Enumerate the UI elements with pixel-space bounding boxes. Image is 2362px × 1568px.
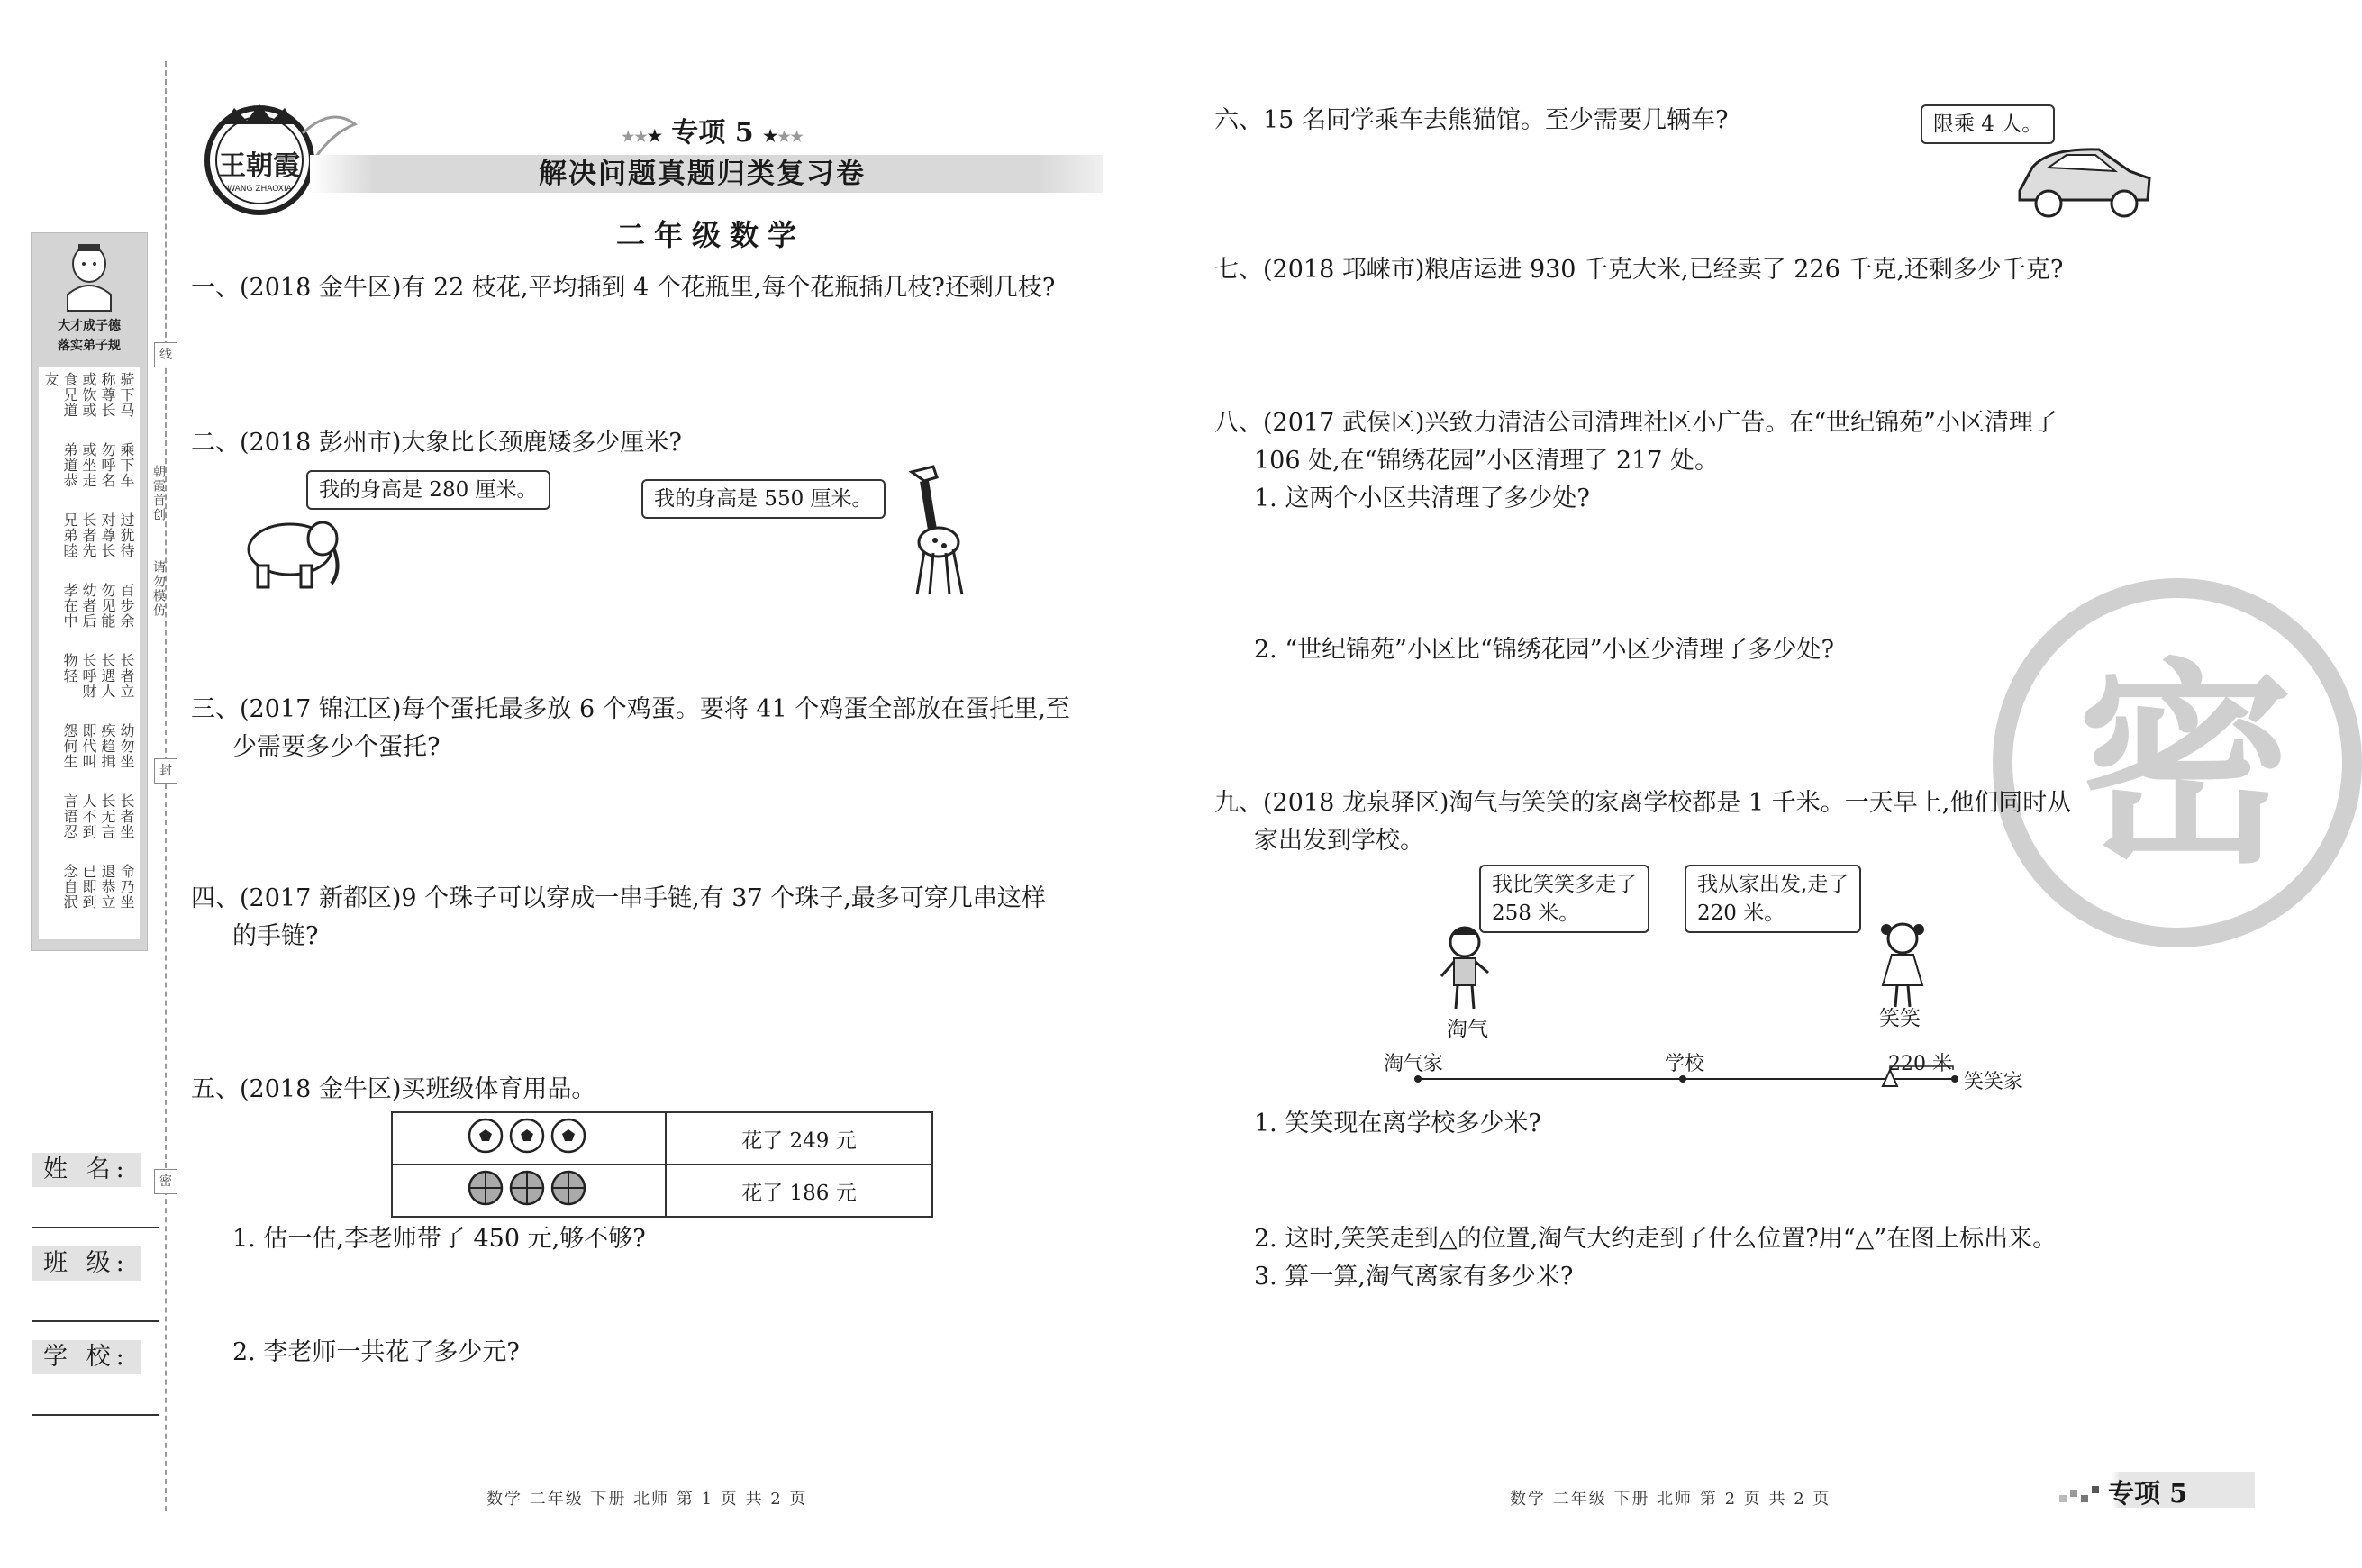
star-icon: ★ xyxy=(763,127,778,146)
side-note-no-copy: 请勿模仿 xyxy=(151,560,166,618)
question-8-line-1: 八、(2017 武侯区)兴致力清洁公司清理社区小广告。在“世纪锦苑”小区清理了 xyxy=(1214,409,2058,437)
corner-dots-icon xyxy=(2059,1482,2103,1504)
motto-block: 长者坐长无言人不到言语忍 xyxy=(61,793,135,839)
question-8-sub-1: 1. 这两个小区共清理了多少处? xyxy=(1254,485,1590,512)
svg-text:王朝霞: 王朝霞 xyxy=(219,150,300,182)
car-speech-bubble: 限乘 4 人。 xyxy=(1921,104,2055,144)
question-5-sub-2: 2. 李老师一共花了多少元? xyxy=(232,1338,520,1366)
question-9-line-1: 九、(2018 龙泉驿区)淘气与笑笑的家离学校都是 1 千米。一天早上,他们同时从 xyxy=(1214,789,2072,817)
giraffe-icon xyxy=(897,463,977,596)
xiaoxiao-home-label: 笑笑家 xyxy=(1964,1071,2024,1093)
question-4-line-1: 四、(2017 新都区)9 个珠子可以穿成一串手链,有 37 个珠子,最多可穿几串这样 xyxy=(191,884,1046,912)
football-icon xyxy=(466,1117,592,1155)
distance-number-line xyxy=(1405,1063,1967,1099)
motto-block: 命乃坐退恭立已即到念自泯 xyxy=(61,864,135,910)
footballs-cell xyxy=(392,1112,666,1165)
question-6: 六、15 名同学乘车去熊猫馆。至少需要几辆车? xyxy=(1214,106,1729,134)
scholar-illustration xyxy=(59,240,120,313)
basketball-cost: 花了 186 元 xyxy=(666,1165,932,1217)
elephant-speech-bubble: 我的身高是 280 厘米。 xyxy=(306,470,550,510)
footer-left: 数学 二年级 下册 北师 第 1 页 共 2 页 xyxy=(486,1490,808,1509)
name-input-line[interactable] xyxy=(32,1227,159,1228)
motto-title-1: 大才成子德 xyxy=(58,319,121,333)
car-icon xyxy=(2012,135,2157,225)
subject-title: 二年级数学 xyxy=(616,218,806,252)
giraffe-speech-bubble: 我的身高是 550 厘米。 xyxy=(641,479,886,519)
school-label: 学校 xyxy=(1665,1053,1705,1075)
name-label: 姓 名: xyxy=(32,1153,141,1187)
school-input-line[interactable] xyxy=(32,1414,159,1416)
question-8-sub-2: 2. “世纪锦苑”小区比“锦绣花园”小区少清理了多少处? xyxy=(1254,636,1835,664)
question-1: 一、(2018 金牛区)有 22 枝花,平均插到 4 个花瓶里,每个花瓶插几枝?还剩几枝? xyxy=(191,274,1056,302)
question-9-sub-2: 2. 这时,笑笑走到△的位置,淘气大约走到了什么位置?用“△”在图上标出来。 xyxy=(1254,1225,2058,1253)
motto-block: 长者立长遇人长呼财物轻 xyxy=(61,653,135,699)
school-label: 学 校: xyxy=(32,1340,141,1374)
corner-tab xyxy=(2056,1472,2255,1508)
motto-block: 乘下车勿呼名或坐走弟道恭 xyxy=(61,442,135,488)
star-icon: ★★ xyxy=(622,128,648,145)
class-input-line[interactable] xyxy=(32,1320,159,1322)
question-3-line-2: 少需要多少个蛋托? xyxy=(232,733,441,761)
girl-xiaoxiao-icon xyxy=(1876,917,1930,1011)
motto-block: 骑下马称尊长或饮或食兄道友 xyxy=(42,372,135,418)
question-2: 二、(2018 彭州市)大象比长颈鹿矮多少厘米? xyxy=(191,429,682,457)
taoqi-home-label: 淘气家 xyxy=(1384,1053,1444,1075)
basketball-icon xyxy=(466,1169,592,1207)
xiaoxiao-home-point xyxy=(1951,1075,1958,1083)
star-icon: ★★ xyxy=(777,128,804,145)
question-8-line-2: 106 处,在“锦绣花园”小区清理了 217 处。 xyxy=(1254,447,1720,475)
corner-series-label: 专项 5 xyxy=(2108,1478,2188,1509)
question-9-sub-1: 1. 笑笑现在离学校多少米? xyxy=(1254,1110,1541,1137)
binding-panel xyxy=(31,232,148,951)
taoqi-speech-bubble: 我比笑笑多走了 258 米。 xyxy=(1479,865,1649,933)
question-9-sub-3: 3. 算一算,淘气离家有多少米? xyxy=(1254,1263,1574,1291)
side-note-original: 朝霞首创 xyxy=(151,465,166,522)
series-label xyxy=(622,110,804,150)
motto-column-area xyxy=(39,367,140,939)
fold-mark-seal: 封 xyxy=(154,758,177,784)
supplies-table xyxy=(391,1111,933,1218)
school-point xyxy=(1679,1075,1686,1083)
fold-mark-secret: 密 xyxy=(154,1169,177,1194)
question-5-sub-1: 1. 估一估,李老师带了 450 元,够不够? xyxy=(232,1225,646,1253)
motto-block: 幼勿坐疾趋揖即代叫怨何生 xyxy=(61,723,135,769)
motto-title-2: 落实弟子规 xyxy=(58,339,121,353)
taoqi-home-point xyxy=(1414,1075,1422,1083)
table-row xyxy=(392,1165,932,1217)
question-9-line-2: 家出发到学校。 xyxy=(1254,827,1424,855)
series-label-text: 专项 5 xyxy=(671,117,754,149)
page-title: 解决问题真题归类复习卷 xyxy=(539,158,866,190)
taoqi-name: 淘气 xyxy=(1447,1018,1488,1041)
motto-block: 百步余勿见能幼者后孝在中 xyxy=(61,583,135,629)
fold-line xyxy=(165,61,167,1511)
distance-label: 220 米 xyxy=(1888,1053,1952,1075)
class-label: 班 级: xyxy=(32,1246,141,1281)
svg-text:WANG ZHAOXIA: WANG ZHAOXIA xyxy=(227,185,292,194)
elephant-icon xyxy=(236,512,342,589)
fold-mark-line: 线 xyxy=(154,342,177,367)
xiaoxiao-name: 笑笑 xyxy=(1879,1007,1921,1030)
question-7: 七、(2018 邛崃市)粮店运进 930 千克大米,已经卖了 226 千克,还剩多少千克? xyxy=(1214,256,2064,284)
question-3-line-1: 三、(2017 锦江区)每个蛋托最多放 6 个鸡蛋。要将 41 个鸡蛋全部放在蛋托里,至 xyxy=(191,695,1070,723)
table-row xyxy=(392,1112,932,1165)
football-cost: 花了 249 元 xyxy=(666,1112,932,1165)
star-icon: ★ xyxy=(647,127,662,146)
motto-block: 过犹待对尊长长者先兄弟睦 xyxy=(61,512,135,558)
boy-taoqi-icon xyxy=(1438,922,1492,1012)
question-4-line-2: 的手链? xyxy=(232,922,319,950)
stamp-character: 密 xyxy=(2077,639,2294,893)
basketballs-cell xyxy=(392,1165,666,1217)
secret-stamp xyxy=(1993,578,2362,947)
footer-right: 数学 二年级 下册 北师 第 2 页 共 2 页 xyxy=(1510,1490,1831,1509)
xiaoxiao-speech-bubble: 我从家出发,走了 220 米。 xyxy=(1685,865,1861,933)
question-5: 五、(2018 金牛区)买班级体育用品。 xyxy=(191,1075,596,1103)
